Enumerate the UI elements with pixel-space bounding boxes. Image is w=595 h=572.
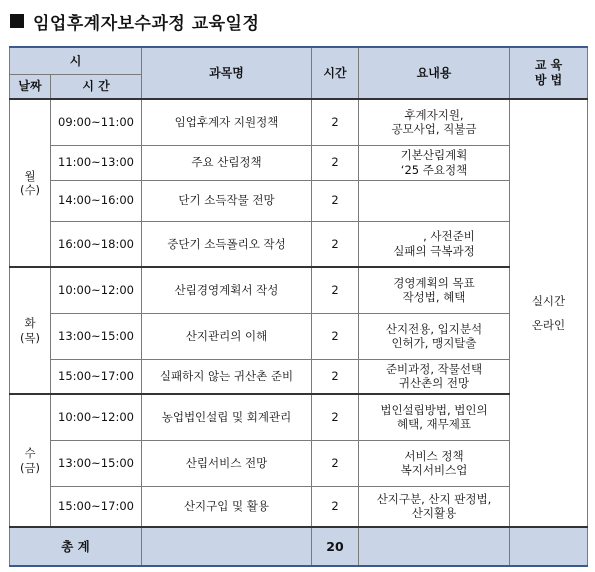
hours-cell: 2	[312, 99, 359, 145]
content-cell: 법인설립방법, 법인의 혜택, 재무제표	[359, 394, 510, 440]
content-cell: 준비과정, 작물선택 귀산촌의 전망	[359, 359, 510, 394]
content-cell	[359, 180, 510, 221]
table-row	[10, 99, 588, 145]
day-cell: 화 (목)	[10, 267, 51, 394]
time-cell: 14:00~16:00	[51, 180, 142, 221]
header-time: 시 간	[51, 75, 142, 100]
table-row	[10, 313, 588, 359]
hours-cell: 2	[312, 440, 359, 486]
total-row	[10, 527, 588, 566]
time-cell: 15:00~17:00	[51, 486, 142, 527]
content-cell: 기본산림계획 ‘25 주요정책	[359, 145, 510, 180]
hours-cell: 2	[312, 394, 359, 440]
table-row	[10, 267, 588, 313]
hours-cell: 2	[312, 221, 359, 267]
day-cell: 월 (수)	[10, 99, 51, 267]
subject-cell: 단기 소득작물 전망	[142, 180, 312, 221]
hours-cell: 2	[312, 359, 359, 394]
method-cell: 실시간 온라인	[510, 99, 588, 527]
subject-cell: 임업후계자 지원정책	[142, 99, 312, 145]
time-cell: 13:00~15:00	[51, 440, 142, 486]
hours-cell: 2	[312, 145, 359, 180]
time-cell: 13:00~15:00	[51, 313, 142, 359]
subject-cell: 산지구입 및 활용	[142, 486, 312, 527]
header-subject: 과목명	[142, 47, 312, 99]
header-day: 날짜	[10, 75, 51, 100]
subject-cell: 산림서비스 전망	[142, 440, 312, 486]
total-label: 총 계	[10, 527, 142, 566]
content-cell: 산지전용, 입지분석 인허가, 맹지탈출	[359, 313, 510, 359]
total-content-cell	[359, 527, 510, 566]
time-cell: 16:00~18:00	[51, 221, 142, 267]
total-hours: 20	[312, 527, 359, 566]
header-content: 요내용	[359, 47, 510, 99]
content-cell: 후계자지원, 공모사업, 직불금	[359, 99, 510, 145]
hours-cell: 2	[312, 313, 359, 359]
table-row	[10, 221, 588, 267]
subject-cell: 주요 산림정책	[142, 145, 312, 180]
content-cell: , 사전준비 실패의 극복과정	[359, 221, 510, 267]
header-hours: 시간	[312, 47, 359, 99]
table-row	[10, 180, 588, 221]
page-title-text: 임업후계자보수과정 교육일정	[33, 13, 260, 34]
table-row	[10, 359, 588, 394]
subject-cell: 농업법인설립 및 회계관리	[142, 394, 312, 440]
subject-cell: 산지관리의 이해	[142, 313, 312, 359]
time-cell: 10:00~12:00	[51, 267, 142, 313]
table-row	[10, 145, 588, 180]
hours-cell: 2	[312, 180, 359, 221]
hours-cell: 2	[312, 486, 359, 527]
day-cell: 수 (금)	[10, 394, 51, 527]
time-cell: 09:00~11:00	[51, 99, 142, 145]
subject-cell: 산림경영계획서 작성	[142, 267, 312, 313]
schedule-table	[9, 46, 588, 567]
content-cell: 산지구분, 산지 판정법, 산지활용	[359, 486, 510, 527]
time-cell: 10:00~12:00	[51, 394, 142, 440]
table-row	[10, 394, 588, 440]
page-title	[10, 6, 259, 36]
square-bullet-icon	[10, 14, 24, 28]
total-subject-cell	[142, 527, 312, 566]
subject-cell: 실패하지 않는 귀산촌 준비	[142, 359, 312, 394]
hours-cell: 2	[312, 267, 359, 313]
content-cell: 서비스 정책 복지서비스업	[359, 440, 510, 486]
subject-cell: 중단기 소득폴리오 작성	[142, 221, 312, 267]
header-method: 교 육 방 법	[510, 47, 588, 99]
time-cell: 15:00~17:00	[51, 359, 142, 394]
content-cell: 경영계획의 목표 작성법, 혜택	[359, 267, 510, 313]
table-row	[10, 440, 588, 486]
table-row	[10, 486, 588, 527]
header-si: 시	[10, 47, 142, 75]
time-cell: 11:00~13:00	[51, 145, 142, 180]
total-method-cell	[510, 527, 588, 566]
